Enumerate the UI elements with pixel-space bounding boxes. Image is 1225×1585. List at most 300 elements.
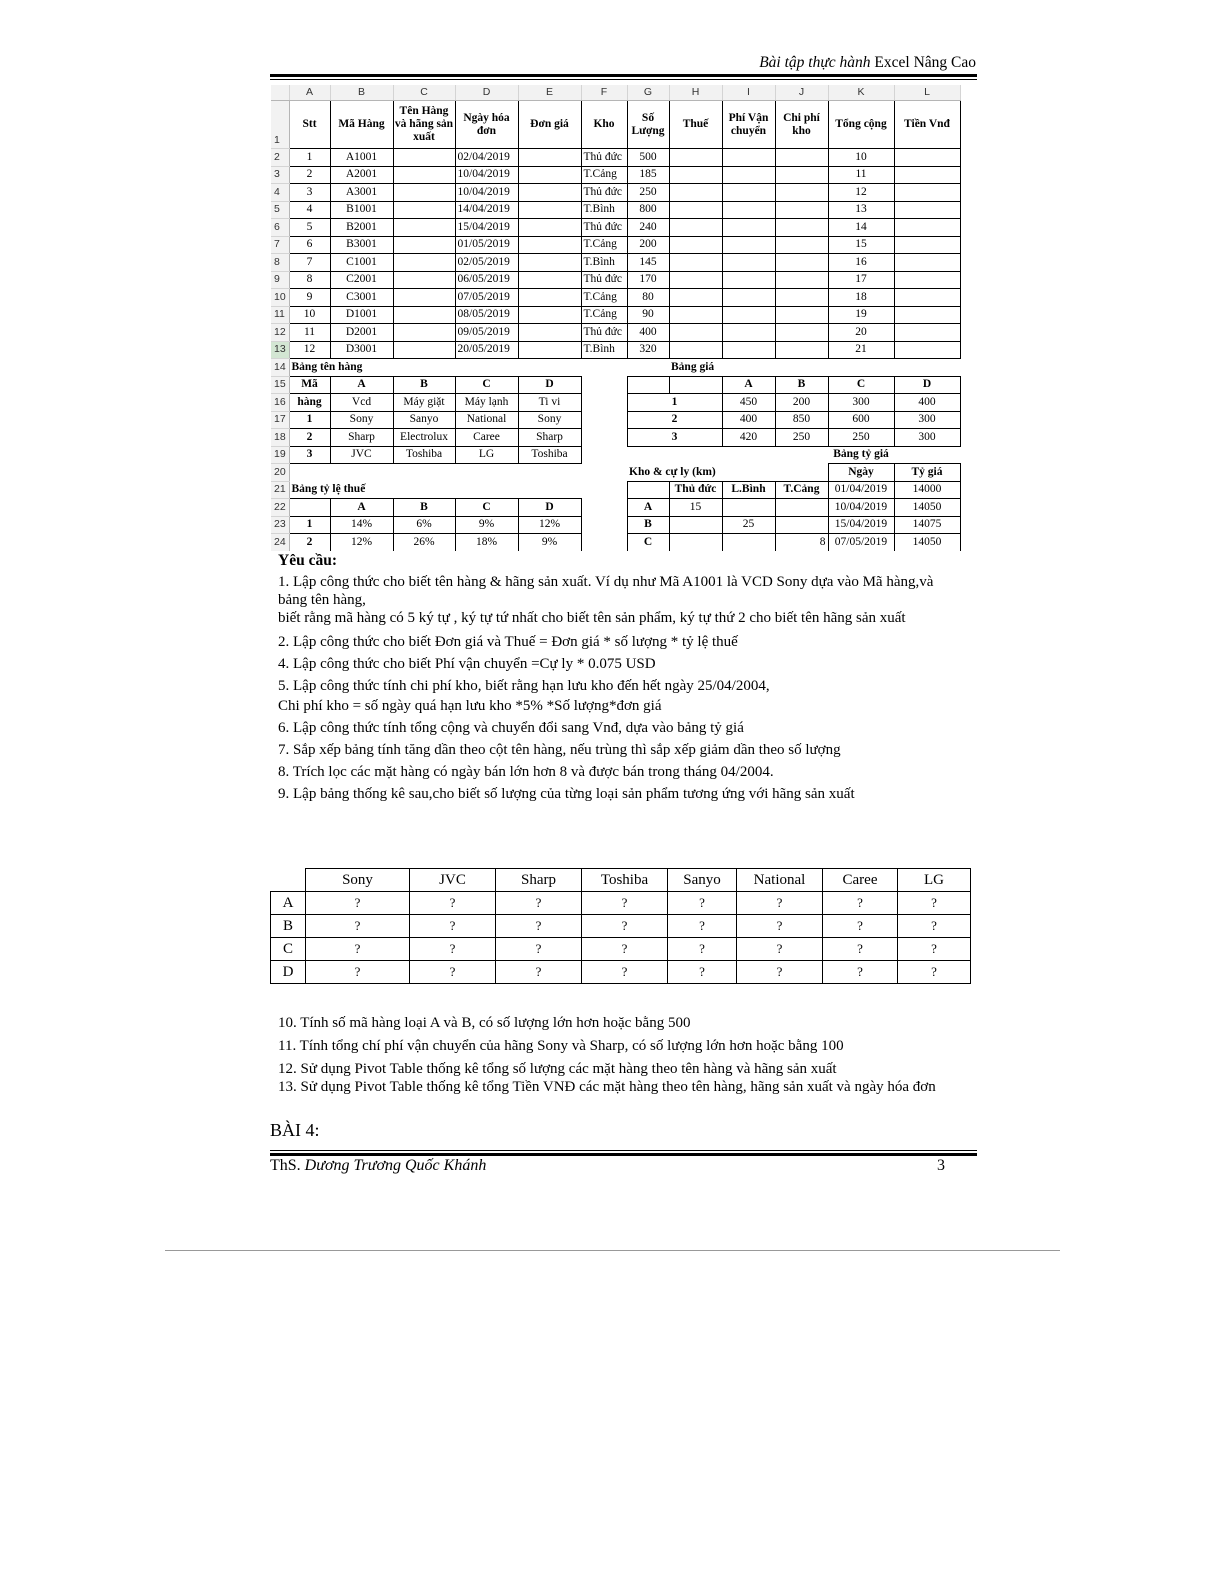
stats-brand-header: JVC [410, 869, 496, 892]
stats-brand-header: LG [898, 869, 971, 892]
empty-cell [960, 376, 961, 394]
bang-ty-le-thue-title: Bảng tỷ lệ thuế [291, 483, 366, 495]
don-gia-cell [518, 149, 581, 167]
table-header: Kho [581, 101, 627, 149]
ma-hang-cell: A2001 [330, 166, 393, 184]
ma-hang-cell: B2001 [330, 219, 393, 237]
ma-hang-label: Mã [289, 376, 330, 394]
ma-hang-cell: D1001 [330, 306, 393, 324]
stats-value-cell: ? [582, 892, 668, 915]
chi-phi-kho-cell [775, 289, 828, 307]
empty-cell [518, 481, 581, 499]
stats-value-cell: ? [410, 961, 496, 984]
row-number: 11 [271, 306, 289, 324]
thue-cell [669, 324, 722, 342]
ngay-cell: 02/05/2019 [455, 254, 518, 272]
chi-phi-kho-cell [775, 149, 828, 167]
requirement-item: 2. Lập công thức cho biết Đơn giá và Thuế = Đơn giá * số lượng * tỷ lệ thuế [278, 634, 738, 650]
tax-rate-cell: 18% [455, 534, 518, 552]
column-header: C [393, 85, 455, 101]
brand-key: 2 [289, 429, 330, 447]
stats-value-cell: ? [496, 961, 582, 984]
so-luong-cell: 170 [627, 271, 669, 289]
chi-phi-kho-cell [775, 271, 828, 289]
empty-cell [960, 394, 961, 412]
kho-cell: Thủ đức [581, 219, 627, 237]
kho-key: C [627, 534, 669, 552]
header-rule-thin [270, 79, 977, 80]
don-gia-cell [518, 341, 581, 359]
table-header: Ngày hóa đơn [455, 101, 518, 149]
chi-phi-kho-cell [775, 184, 828, 202]
price-cell: 300 [828, 394, 894, 412]
tong-cong-cell: 16 [828, 254, 894, 272]
ten-hang-cell [393, 236, 455, 254]
ty-gia-value: 14050 [894, 534, 960, 552]
column-header: A [289, 85, 330, 101]
distance-cell [669, 534, 722, 552]
ty-gia-value: 14075 [894, 516, 960, 534]
table-header: Stt [289, 101, 330, 149]
empty-cell [828, 359, 894, 377]
page-header [759, 54, 976, 72]
table-header: Đơn giá [518, 101, 581, 149]
stats-value-cell: ? [496, 938, 582, 961]
row-number: 20 [271, 464, 289, 482]
price-cell: 400 [722, 411, 775, 429]
table-header: Tên Hàng và hãng sản xuất [393, 101, 455, 149]
row-number: 22 [271, 499, 289, 517]
tong-cong-cell: 10 [828, 149, 894, 167]
ten-hang-cell [393, 306, 455, 324]
ngay-cell: 20/05/2019 [455, 341, 518, 359]
chi-phi-kho-cell [775, 219, 828, 237]
stats-value-cell: ? [823, 938, 898, 961]
so-luong-cell: 145 [627, 254, 669, 272]
don-gia-cell [518, 324, 581, 342]
ngay-cell: 09/05/2019 [455, 324, 518, 342]
tien-vnd-cell [894, 306, 960, 324]
empty-cell [455, 359, 518, 377]
so-luong-cell: 200 [627, 236, 669, 254]
bang-ten-hang-col: B [393, 376, 455, 394]
bang-gia-col: B [775, 376, 828, 394]
stt-cell: 4 [289, 201, 330, 219]
don-gia-cell [518, 236, 581, 254]
corner-cell [271, 85, 289, 101]
kho-col-header: L.Bình [722, 481, 775, 499]
brand-key: 1 [289, 411, 330, 429]
stats-brand-header: Sharp [496, 869, 582, 892]
requirement-item: 7. Sắp xếp bảng tính tăng dần theo cột tên hàng, nếu trùng thì sắp xếp giảm dần theo số lượng [278, 742, 841, 758]
price-cell: 300 [894, 429, 960, 447]
price-cell: 250 [828, 429, 894, 447]
stt-cell: 11 [289, 324, 330, 342]
stats-table [270, 868, 971, 984]
row-number: 4 [271, 184, 289, 202]
bang-gia-col: D [894, 376, 960, 394]
sheet-row [271, 201, 961, 219]
stats-row-label: B [271, 915, 306, 938]
column-header: J [775, 85, 828, 101]
phi-van-chuyen-cell [722, 271, 775, 289]
tong-cong-cell: 19 [828, 306, 894, 324]
kho-cell: T.Cảng [581, 306, 627, 324]
header-rule [270, 74, 977, 77]
brand-cell: Sanyo [393, 411, 455, 429]
product-name-cell: Máy giặt [393, 394, 455, 412]
stats-value-cell: ? [898, 961, 971, 984]
thue-col-header: A [330, 499, 393, 517]
kho-col-header: T.Cảng [775, 481, 828, 499]
empty-cell [455, 464, 518, 482]
ty-gia-value: 14000 [894, 481, 960, 499]
empty-cell [960, 411, 961, 429]
so-luong-cell: 500 [627, 149, 669, 167]
kho-cell: T.Bình [581, 254, 627, 272]
bang-ten-hang-col: D [518, 376, 581, 394]
stats-brand-header: Sony [306, 869, 410, 892]
column-header: H [669, 85, 722, 101]
stt-cell: 6 [289, 236, 330, 254]
empty-cell [894, 359, 960, 377]
column-header: D [455, 85, 518, 101]
empty-cell [581, 411, 627, 429]
spreadsheet-table [271, 85, 961, 551]
sheet-row [271, 324, 961, 342]
empty-cell [627, 481, 669, 499]
ty-gia-ngay-header: Ngày [828, 464, 894, 482]
price-cell: 200 [775, 394, 828, 412]
ngay-cell: 10/04/2019 [455, 184, 518, 202]
row-number: 7 [271, 236, 289, 254]
price-cell: 250 [775, 429, 828, 447]
brand-key: 3 [289, 446, 330, 464]
row-number: 3 [271, 166, 289, 184]
ma-hang-cell: C1001 [330, 254, 393, 272]
column-header: G [627, 85, 669, 101]
don-gia-cell [518, 289, 581, 307]
kho-cell: Thủ đức [581, 271, 627, 289]
exercise-heading: BÀI 4: [270, 1120, 320, 1140]
tax-rate-cell: 6% [393, 516, 455, 534]
sheet-row [271, 376, 961, 394]
column-header: B [330, 85, 393, 101]
stats-value-cell: ? [668, 961, 737, 984]
ma-hang-cell: D3001 [330, 341, 393, 359]
empty-cell [455, 481, 518, 499]
brand-cell: Sharp [518, 429, 581, 447]
tien-vnd-cell [894, 201, 960, 219]
empty-cell [581, 499, 627, 517]
tax-rate-cell: 26% [393, 534, 455, 552]
so-luong-cell: 250 [627, 184, 669, 202]
footer-prefix: ThS. [270, 1157, 305, 1174]
phi-van-chuyen-cell [722, 254, 775, 272]
sheet-row [271, 446, 961, 464]
ma-hang-cell: B1001 [330, 201, 393, 219]
requirement-item: 6. Lập công thức tính tổng cộng và chuyển đổi sang Vnđ, dựa vào bảng tỷ giá [278, 720, 744, 736]
stats-value-cell: ? [737, 892, 823, 915]
row-number: 15 [271, 376, 289, 394]
empty-cell [581, 394, 627, 412]
stt-cell: 9 [289, 289, 330, 307]
requirements-section [278, 552, 958, 807]
sheet-row [271, 271, 961, 289]
tong-cong-cell: 21 [828, 341, 894, 359]
ngay-cell: 08/05/2019 [455, 306, 518, 324]
tien-vnd-cell [894, 271, 960, 289]
ty-gia-value: 14050 [894, 499, 960, 517]
header-title-rest: Excel Nâng Cao [870, 54, 976, 71]
so-luong-cell: 800 [627, 201, 669, 219]
tax-rate-cell: 14% [330, 516, 393, 534]
thue-cell [669, 306, 722, 324]
so-luong-cell: 185 [627, 166, 669, 184]
stt-cell: 7 [289, 254, 330, 272]
sheet-row [271, 289, 961, 307]
brand-cell: National [455, 411, 518, 429]
product-name-cell: Máy lạnh [455, 394, 518, 412]
requirement-item: biết rằng mã hàng có 5 ký tự , ký tự tứ nhất cho biết tên sản phẩm, ký tự thứ 2 cho biết tên hãng sản xuất [278, 610, 906, 626]
table-header: Tiền Vnđ [894, 101, 960, 149]
stats-value-cell: ? [668, 892, 737, 915]
stats-header-row [271, 869, 971, 892]
product-name-cell: Vcd [330, 394, 393, 412]
table-header: Chi phí kho [775, 101, 828, 149]
tien-vnd-cell [894, 166, 960, 184]
so-luong-cell: 240 [627, 219, 669, 237]
empty-cell [775, 359, 828, 377]
price-cell: 300 [894, 411, 960, 429]
ty-gia-date: 07/05/2019 [828, 534, 894, 552]
stats-brand-header: National [737, 869, 823, 892]
tien-vnd-cell [894, 219, 960, 237]
stats-value-cell: ? [306, 915, 410, 938]
stt-cell: 2 [289, 166, 330, 184]
empty-cell [289, 499, 330, 517]
column-header: K [828, 85, 894, 101]
ten-hang-cell [393, 254, 455, 272]
stats-row [271, 892, 971, 915]
spreadsheet-image [271, 85, 974, 551]
tien-vnd-cell [894, 324, 960, 342]
thue-col-header: C [455, 499, 518, 517]
stt-cell: 5 [289, 219, 330, 237]
tong-cong-cell: 17 [828, 271, 894, 289]
phi-van-chuyen-cell [722, 324, 775, 342]
sheet-row [271, 184, 961, 202]
thue-cell [669, 341, 722, 359]
don-gia-cell [518, 254, 581, 272]
chi-phi-kho-cell [775, 254, 828, 272]
chi-phi-kho-cell [775, 201, 828, 219]
stats-value-cell: ? [496, 892, 582, 915]
kho-cell: T.Cảng [581, 236, 627, 254]
thue-cell [669, 271, 722, 289]
phi-van-chuyen-cell [722, 306, 775, 324]
bang-gia-key: 1 [627, 394, 722, 412]
stats-value-cell: ? [306, 892, 410, 915]
tong-cong-cell: 14 [828, 219, 894, 237]
kho-cell: T.Cảng [581, 289, 627, 307]
don-gia-cell [518, 219, 581, 237]
page-separator [165, 1250, 1060, 1251]
footer-author [270, 1157, 486, 1175]
tien-vnd-cell [894, 254, 960, 272]
empty-cell [518, 464, 581, 482]
sheet-row [271, 254, 961, 272]
column-header: I [722, 85, 775, 101]
empty-cell [775, 446, 828, 464]
empty-cell [581, 534, 627, 552]
distance-cell: 25 [722, 516, 775, 534]
row-number: 12 [271, 324, 289, 342]
stats-value-cell: ? [737, 961, 823, 984]
column-header: F [581, 85, 627, 101]
row-number: 2 [271, 149, 289, 167]
row-number: 10 [271, 289, 289, 307]
phi-van-chuyen-cell [722, 166, 775, 184]
empty-cell [581, 446, 627, 464]
tien-vnd-cell [894, 184, 960, 202]
sheet-row [271, 516, 961, 534]
stats-value-cell: ? [306, 961, 410, 984]
row-number: 5 [271, 201, 289, 219]
ngay-cell: 02/04/2019 [455, 149, 518, 167]
brand-cell: Toshiba [393, 446, 455, 464]
stats-brand-header: Caree [823, 869, 898, 892]
row-number: 9 [271, 271, 289, 289]
ma-hang-cell: C2001 [330, 271, 393, 289]
ngay-cell: 07/05/2019 [455, 289, 518, 307]
empty-cell [330, 464, 393, 482]
ten-hang-cell [393, 184, 455, 202]
bang-gia-key: 3 [627, 429, 722, 447]
brand-cell: JVC [330, 446, 393, 464]
sheet-row [271, 166, 961, 184]
empty-cell [627, 446, 669, 464]
so-luong-cell: 80 [627, 289, 669, 307]
ma-hang-cell: C3001 [330, 289, 393, 307]
so-luong-cell: 400 [627, 324, 669, 342]
empty-cell [289, 464, 330, 482]
brand-cell: Sony [518, 411, 581, 429]
requirement-item: 1. Lập công thức cho biết tên hàng & hãng sản xuất. Ví dụ như Mã A1001 là VCD Sony dựa vào Mã hàng,và bảng tên hàng, [278, 574, 934, 608]
stats-value-cell: ? [668, 938, 737, 961]
stt-cell: 3 [289, 184, 330, 202]
stats-row [271, 938, 971, 961]
ma-hang-cell: A3001 [330, 184, 393, 202]
requirement-item: 4. Lập công thức cho biết Phí vận chuyển =Cự ly * 0.075 USD [278, 656, 656, 672]
stats-corner [271, 869, 306, 892]
stats-row-label: C [271, 938, 306, 961]
bang-gia-key: 2 [627, 411, 722, 429]
ngay-cell: 06/05/2019 [455, 271, 518, 289]
sheet-row [271, 464, 961, 482]
requirements-section-2 [278, 1014, 958, 1101]
kho-cell: Thủ đức [581, 184, 627, 202]
table-header: Thuế [669, 101, 722, 149]
ty-gia-header: Tỷ giá [894, 464, 960, 482]
bang-ten-hang-col: C [455, 376, 518, 394]
stats-value-cell: ? [410, 915, 496, 938]
don-gia-cell [518, 166, 581, 184]
table-header: Số Lượng [627, 101, 669, 149]
stats-value-cell: ? [898, 892, 971, 915]
stats-brand-header: Toshiba [582, 869, 668, 892]
thue-cell [669, 254, 722, 272]
sheet-row [271, 149, 961, 167]
row-number: 18 [271, 429, 289, 447]
ten-hang-cell [393, 341, 455, 359]
tong-cong-cell: 15 [828, 236, 894, 254]
empty-cell [518, 359, 581, 377]
thue-cell [669, 166, 722, 184]
ten-hang-cell [393, 201, 455, 219]
table-header: Tổng cộng [828, 101, 894, 149]
don-gia-cell [518, 201, 581, 219]
requirement-item: 5. Lập công thức tính chi phí kho, biết rằng hạn lưu kho đến hết ngày 25/04/2004, [278, 678, 770, 694]
stt-cell: 8 [289, 271, 330, 289]
distance-cell [722, 499, 775, 517]
phi-van-chuyen-cell [722, 184, 775, 202]
stats-value-cell: ? [410, 938, 496, 961]
footer-rule [270, 1153, 977, 1156]
ten-hang-cell [393, 219, 455, 237]
sheet-row [271, 411, 961, 429]
footer-author-name: Dương Trương Quốc Khánh [304, 1157, 487, 1174]
row-number: 16 [271, 394, 289, 412]
stats-value-cell: ? [898, 938, 971, 961]
empty-cell [627, 359, 669, 377]
ty-gia-date: 15/04/2019 [828, 516, 894, 534]
tien-vnd-cell [894, 341, 960, 359]
row-number: 6 [271, 219, 289, 237]
thue-cell [669, 289, 722, 307]
brand-cell: Caree [455, 429, 518, 447]
tong-cong-cell: 18 [828, 289, 894, 307]
ten-hang-cell [393, 271, 455, 289]
requirement-item: Chi phí kho = số ngày quá hạn lưu kho *5% *Số lượng*đơn giá [278, 698, 662, 714]
stats-value-cell: ? [582, 961, 668, 984]
bang-gia-col: C [828, 376, 894, 394]
brand-cell: Electrolux [393, 429, 455, 447]
ty-gia-date: 10/04/2019 [828, 499, 894, 517]
requirement-item: 12. Sử dụng Pivot Table thống kê tổng số lượng các mặt hàng theo tên hàng và hãng sản xuất [278, 1061, 837, 1077]
empty-cell [581, 376, 627, 394]
phi-van-chuyen-cell [722, 289, 775, 307]
empty-cell [581, 359, 627, 377]
phi-van-chuyen-cell [722, 201, 775, 219]
sheet-row [271, 219, 961, 237]
row-number: 21 [271, 481, 289, 499]
sheet-row [271, 499, 961, 517]
thue-cell [669, 149, 722, 167]
chi-phi-kho-cell [775, 306, 828, 324]
kho-cell: T.Bình [581, 201, 627, 219]
page-number: 3 [937, 1157, 945, 1174]
tong-cong-cell: 12 [828, 184, 894, 202]
empty-cell [581, 516, 627, 534]
price-cell: 450 [722, 394, 775, 412]
stats-value-cell: ? [737, 938, 823, 961]
ten-hang-cell [393, 166, 455, 184]
chi-phi-kho-cell [775, 166, 828, 184]
distance-cell [669, 516, 722, 534]
bang-gia-title: Bảng giá [671, 360, 715, 373]
row-number: 13 [271, 341, 289, 359]
